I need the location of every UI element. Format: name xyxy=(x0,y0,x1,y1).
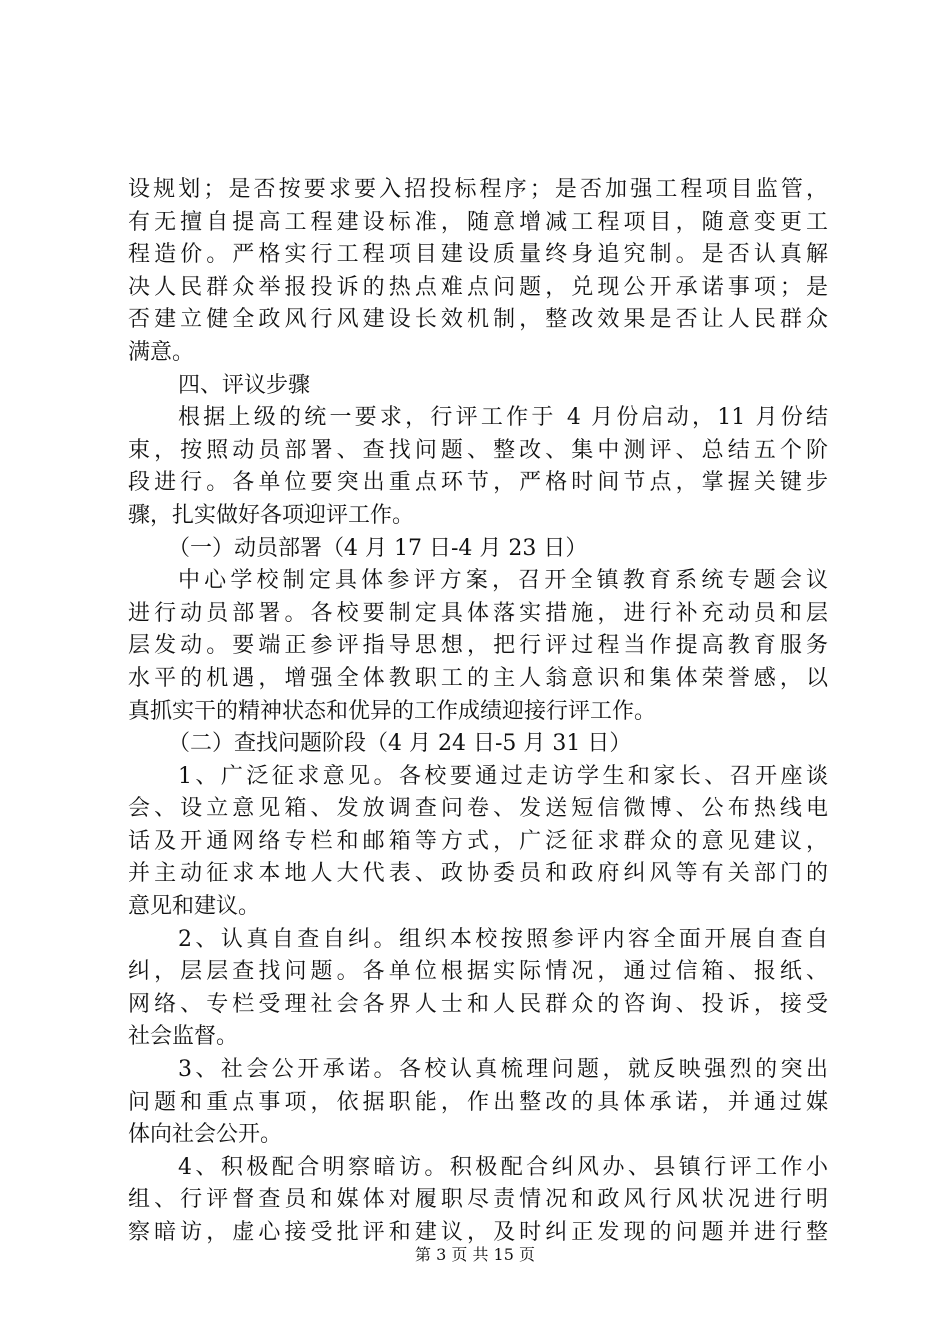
text-line: 层发动。要端正参评指导思想，把行评过程当作提高教育服务 xyxy=(128,633,828,659)
text-line: 体向社会公开。 xyxy=(128,1122,283,1148)
text-line: 中心学校制定具体参评方案，召开全镇教育系统专题会议 xyxy=(178,568,828,594)
document-body xyxy=(128,174,828,1250)
text-line: 2、认真自查自纠。组织本校按照参评内容全面开展自查自 xyxy=(178,926,828,952)
text-line: 真抓实干的精神状态和优异的工作成绩迎接行评工作。 xyxy=(128,698,657,724)
text-line: 并主动征求本地人大代表、政协委员和政府纠风等有关部门的 xyxy=(128,861,828,887)
text-line: 话及开通网络专栏和邮箱等方式，广泛征求群众的意见建议， xyxy=(128,828,828,854)
text-line: 社会监督。 xyxy=(128,1024,239,1050)
text-line: 组、行评督查员和媒体对履职尽责情况和政风行风状况进行明 xyxy=(128,1187,828,1213)
text-line: 束，按照动员部署、查找问题、整改、集中测评、总结五个阶 xyxy=(128,437,828,463)
text-line: 问题和重点事项，依据职能，作出整改的具体承诺，并通过媒 xyxy=(128,1089,828,1115)
text-line: （二）查找问题阶段（4 月 24 日-5 月 31 日） xyxy=(168,731,632,757)
text-line: 会、设立意见箱、发放调查问卷、发送短信微博、公布热线电 xyxy=(128,796,828,822)
text-line: 1、广泛征求意见。各校要通过走访学生和家长、召开座谈 xyxy=(178,763,828,789)
text-line: 水平的机遇，增强全体教职工的主人翁意识和集体荣誉感，以 xyxy=(128,665,828,691)
text-line: 骤，扎实做好各项迎评工作。 xyxy=(128,502,415,528)
page-footer: 第 3 页 共 15 页 xyxy=(415,1245,535,1264)
text-line: 设规划；是否按要求要入招投标程序；是否加强工程项目监管， xyxy=(128,177,828,202)
text-line: 决人民群众举报投诉的热点难点问题，兑现公开承诺事项；是 xyxy=(128,274,828,300)
text-line: 有无擅自提高工程建设标准，随意增减工程项目，随意变更工 xyxy=(128,209,828,235)
text-line: 4、积极配合明察暗访。积极配合纠风办、县镇行评工作小 xyxy=(178,1154,828,1180)
text-line: 程造价。严格实行工程项目建设质量终身追究制。是否认真解 xyxy=(128,242,828,268)
text-line: 满意。 xyxy=(128,339,195,365)
text-line: 段进行。各单位要突出重点环节，严格时间节点，掌握关键步 xyxy=(128,470,828,496)
text-line: 纠，层层查找问题。各单位根据实际情况，通过信箱、报纸、 xyxy=(128,959,828,985)
text-line: （一）动员部署（4 月 17 日-4 月 23 日） xyxy=(168,535,588,561)
text-line: 根据上级的统一要求，行评工作于 4 月份启动，11 月份结 xyxy=(178,405,828,431)
text-line: 意见和建议。 xyxy=(128,894,261,920)
text-line: 察暗访，虚心接受批评和建议，及时纠正发现的问题并进行整 xyxy=(128,1220,828,1245)
text-line: 进行动员部署。各校要制定具体落实措施，进行补充动员和层 xyxy=(128,600,828,626)
text-line: 3、社会公开承诺。各校认真梳理问题，就反映强烈的突出 xyxy=(178,1057,828,1083)
text-line: 网络、专栏受理社会各界人士和人民群众的咨询、投诉，接受 xyxy=(128,991,828,1017)
text-line: 四、评议步骤 xyxy=(178,372,311,398)
text-line: 否建立健全政风行风建设长效机制，整改效果是否让人民群众 xyxy=(128,307,828,333)
